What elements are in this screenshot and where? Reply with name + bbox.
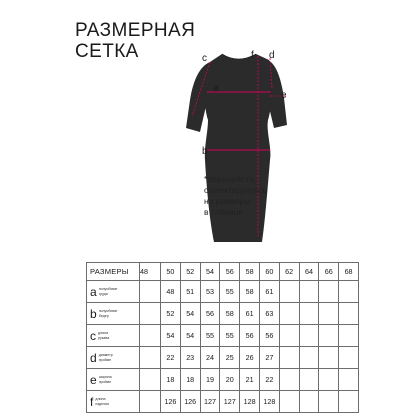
size-header-cell: 58 [240,263,260,281]
table-cell [299,347,319,369]
table-cell: 54 [161,325,181,347]
table-cell [339,347,359,369]
row-letter: b [90,306,97,321]
measure-label-d: d [269,50,275,61]
table-cell [299,369,319,391]
table-cell: 55 [220,281,240,303]
size-header-cell: 68 [339,263,359,281]
table-cell: 27 [259,347,279,369]
table-cell [279,325,299,347]
size-header-cell: 54 [200,263,220,281]
table-cell: 22 [161,347,181,369]
title-line-1: РАЗМЕРНАЯ [75,20,196,41]
size-header-cell: 56 [220,263,240,281]
table-cell [319,391,339,413]
table-cell [299,325,319,347]
row-letter: e [90,372,97,387]
measure-label-c: c [202,53,207,64]
table-cell: 52 [161,303,181,325]
table-cell [140,281,161,303]
size-header-cell: 66 [319,263,339,281]
table-cell [319,347,339,369]
row-description: длина изделия [95,397,109,406]
table-row [87,281,359,303]
table-cell [140,303,161,325]
table-cell: 63 [259,303,279,325]
row-description: диаметр пройме [98,353,113,362]
size-table [86,262,359,413]
measure-label-b: b [202,146,208,157]
table-cell: 53 [200,281,220,303]
table-cell: 55 [200,325,220,347]
table-cell [339,303,359,325]
row-letter: d [90,350,97,365]
table-cell [279,347,299,369]
title-line-2: СЕТКА [75,41,139,62]
table-cell: 58 [240,281,260,303]
row-letter: f [90,394,94,409]
row-label-cell [87,347,140,369]
table-cell: 127 [200,391,220,413]
measure-label-f: f [251,50,254,61]
table-cell: 18 [161,369,181,391]
note-line-1: *пожалуйста, [204,174,257,184]
table-cell: 54 [180,303,200,325]
table-cell: 25 [220,347,240,369]
row-description: ширина пройме [98,375,112,384]
table-cell: 126 [180,391,200,413]
table-cell [319,369,339,391]
table-cell [140,391,161,413]
row-label-cell [87,325,140,347]
row-label-cell [87,369,140,391]
row-label [90,374,139,386]
table-cell [279,281,299,303]
table-row [87,303,359,325]
row-label [90,352,139,364]
table-row [87,325,359,347]
table-cell: 23 [180,347,200,369]
size-header-cell: 50 [161,263,181,281]
size-header-cell: 60 [259,263,279,281]
table-cell: 127 [220,391,240,413]
table-cell: 126 [161,391,181,413]
table-cell [319,325,339,347]
size-header-cell: 52 [180,263,200,281]
table-cell: 19 [200,369,220,391]
note-line-2: ориентируйтесь [204,185,268,195]
table-cell: 56 [240,325,260,347]
row-description: полуобхват бедер [98,309,118,318]
table-cell [140,347,161,369]
table-cell [339,391,359,413]
table-row [87,347,359,369]
table-cell [339,281,359,303]
table-cell: 55 [220,325,240,347]
table-cell [279,303,299,325]
table-cell [339,325,359,347]
note-line-3: на размеры [204,196,251,206]
size-header-row [87,263,359,281]
size-note [204,174,294,218]
table-cell [279,391,299,413]
row-label-cell [87,303,140,325]
row-description: полуобхват груди [98,287,118,296]
table-cell: 22 [259,369,279,391]
table-cell: 58 [220,303,240,325]
table-cell [319,281,339,303]
size-table-body [87,263,359,413]
size-header-cell: 64 [299,263,319,281]
row-description: длина рукава [98,331,110,340]
table-cell: 61 [259,281,279,303]
measure-label-e: e [281,90,287,101]
measure-label-a: a [213,83,219,94]
table-cell [140,369,161,391]
table-cell: 24 [200,347,220,369]
table-cell [299,303,319,325]
row-label [90,286,139,298]
table-cell [279,369,299,391]
table-cell [299,391,319,413]
size-header-cell: 62 [279,263,299,281]
table-cell: 61 [240,303,260,325]
row-label-cell [87,391,140,413]
table-cell: 128 [240,391,260,413]
row-label [90,308,139,320]
row-label [90,330,139,342]
table-cell: 20 [220,369,240,391]
note-line-4: в таблице [204,207,244,217]
table-row [87,369,359,391]
size-header-cell: 48 [140,263,161,281]
table-cell: 48 [161,281,181,303]
table-cell: 51 [180,281,200,303]
table-cell: 128 [259,391,279,413]
table-cell [299,281,319,303]
table-cell: 18 [180,369,200,391]
table-cell [140,325,161,347]
table-cell [339,369,359,391]
table-row [87,391,359,413]
table-cell [319,303,339,325]
table-cell: 54 [180,325,200,347]
table-cell: 26 [240,347,260,369]
row-label-cell [87,281,140,303]
row-letter: c [90,328,96,343]
row-letter: a [90,284,97,299]
row-label [90,396,139,408]
table-cell: 56 [259,325,279,347]
table-cell: 56 [200,303,220,325]
size-header-label: РАЗМЕРЫ [87,263,140,281]
table-cell: 21 [240,369,260,391]
